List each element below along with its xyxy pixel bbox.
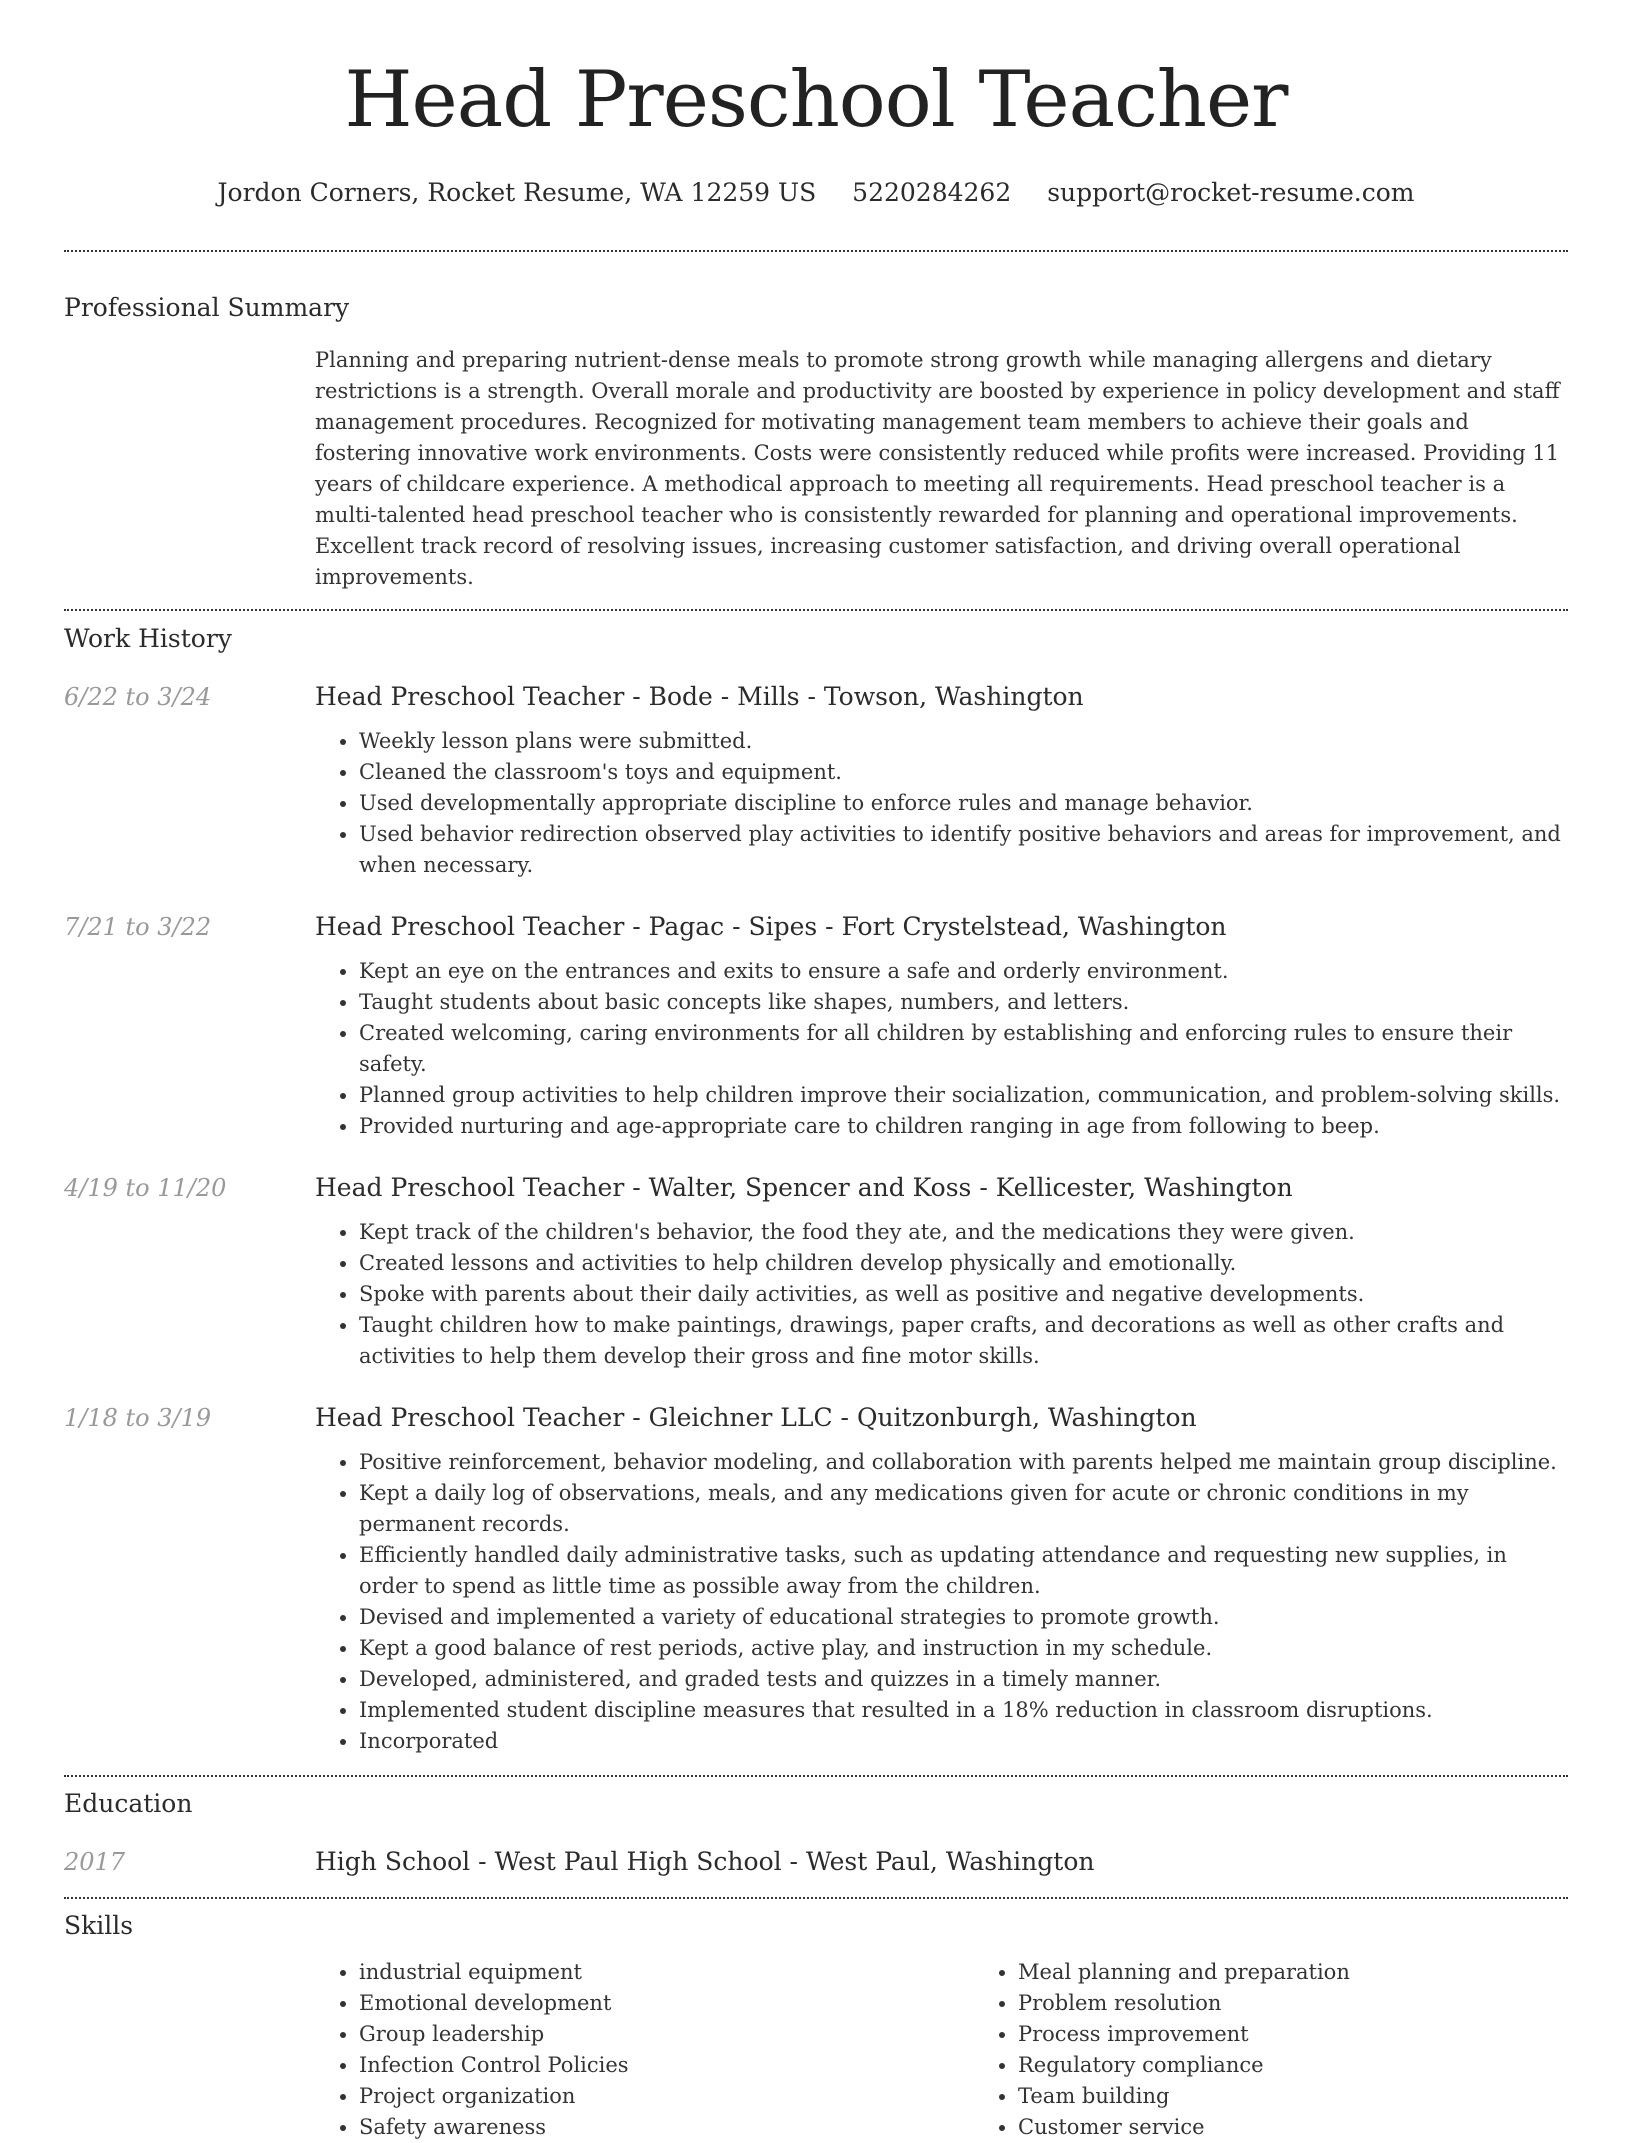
job-bullet: • Positive reinforcement, behavior modeling, and collaboration with parents helped me maintain group discipline. xyxy=(359,1447,1568,1478)
contact-line xyxy=(64,176,1568,210)
job-entry xyxy=(64,1401,1568,1757)
skills-heading: Skills xyxy=(64,1911,134,1940)
job-bullet: • Taught children how to make paintings, drawings, paper crafts, and decorations as well as other crafts and activities to help them develop their gross and fine motor skills. xyxy=(359,1310,1568,1372)
skill-item: • Meal planning and preparation xyxy=(1018,1957,1568,1988)
job-bullet: • Used behavior redirection observed play activities to identify positive behaviors and areas for improvement, and when necessary. xyxy=(359,819,1568,881)
education-entry xyxy=(64,1845,1568,1879)
work-history-section xyxy=(64,611,1568,1757)
contact-address: Jordon Corners, Rocket Resume, WA 12259 US xyxy=(217,178,817,207)
job-heading: Head Preschool Teacher - Bode - Mills - Towson, Washington xyxy=(315,682,1084,711)
job-bullet: • Used developmentally appropriate discipline to enforce rules and manage behavior. xyxy=(359,788,1568,819)
skill-item: • Group leadership xyxy=(359,2019,974,2050)
education-year: 2017 xyxy=(64,1848,126,1876)
skill-item: • Process improvement xyxy=(1018,2019,1568,2050)
skill-item: • Problem resolution xyxy=(1018,1988,1568,2019)
job-dates: 7/21 to 3/22 xyxy=(64,913,212,941)
job-bullet: • Kept an eye on the entrances and exits to ensure a safe and orderly environment. xyxy=(359,956,1568,987)
resume-title: Head Preschool Teacher xyxy=(344,55,1288,145)
education-heading: Education xyxy=(64,1789,193,1818)
job-bullets xyxy=(315,956,1568,1142)
job-bullet: • Created welcoming, caring environments for all children by establishing and enforcing rules to ensure their safety. xyxy=(359,1018,1568,1080)
skill-item: • Infection Control Policies xyxy=(359,2050,974,2081)
education-detail: High School - West Paul High School - West Paul, Washington xyxy=(315,1847,1095,1876)
summary-heading: Professional Summary xyxy=(64,293,350,322)
work-history-heading: Work History xyxy=(64,624,232,653)
job-bullet: • Planned group activities to help children improve their socialization, communication, and problem-solving skills. xyxy=(359,1080,1568,1111)
skills-list-right xyxy=(974,1957,1568,2143)
job-bullet: • Taught students about basic concepts like shapes, numbers, and letters. xyxy=(359,987,1568,1018)
contact-email: support@rocket-resume.com xyxy=(1047,178,1415,207)
job-bullet: • Created lessons and activities to help children develop physically and emotionally. xyxy=(359,1248,1568,1279)
summary-text: Planning and preparing nutrient-dense meals to promote strong growth while managing allergens and dietary restrictions is a strength. Overall morale and productivity are boosted by experience in policy development and staff management procedures. Recognized for motivating management team members to achieve their goals and fostering innovative work environments. Costs were consistently reduced while profits were increased. Providing 11 years of childcare experience. A methodical approach to meeting all requirements. Head preschool teacher is a multi-talented head preschool teacher who is consistently rewarded for planning and operational improvements. Excellent track record of resolving issues, increasing customer satisfaction, and driving overall operational improvements. xyxy=(315,348,1560,589)
job-bullets xyxy=(315,726,1568,881)
job-bullet: • Cleaned the classroom's toys and equipment. xyxy=(359,757,1568,788)
summary-section xyxy=(64,252,1568,593)
job-bullets xyxy=(315,1447,1568,1757)
job-heading: Head Preschool Teacher - Pagac - Sipes - Fort Crystelstead, Washington xyxy=(315,912,1227,941)
job-bullets xyxy=(315,1217,1568,1372)
job-bullet: • Spoke with parents about their daily activities, as well as positive and negative developments. xyxy=(359,1279,1568,1310)
job-entry xyxy=(64,910,1568,1142)
contact-phone: 5220284262 xyxy=(852,178,1012,207)
job-heading: Head Preschool Teacher - Walter, Spencer and Koss - Kellicester, Washington xyxy=(315,1173,1293,1202)
job-bullet: • Developed, administered, and graded tests and quizzes in a timely manner. xyxy=(359,1664,1568,1695)
job-dates: 1/18 to 3/19 xyxy=(64,1404,212,1432)
job-bullet: • Incorporated xyxy=(359,1726,1568,1757)
skill-item: • Regulatory compliance xyxy=(1018,2050,1568,2081)
job-bullet: • Kept a daily log of observations, meals, and any medications given for acute or chronic conditions in my permanent records. xyxy=(359,1478,1568,1540)
skill-item: • Project organization xyxy=(359,2081,974,2112)
education-section xyxy=(64,1777,1568,1879)
job-dates: 4/19 to 11/20 xyxy=(64,1174,227,1202)
job-bullet: • Devised and implemented a variety of educational strategies to promote growth. xyxy=(359,1602,1568,1633)
job-bullet: • Provided nurturing and age-appropriate care to children ranging in age from following to beep. xyxy=(359,1111,1568,1142)
skills-section xyxy=(64,1899,1568,2143)
job-bullet: • Kept a good balance of rest periods, active play, and instruction in my schedule. xyxy=(359,1633,1568,1664)
job-bullet: • Efficiently handled daily administrative tasks, such as updating attendance and requesting new supplies, in order to spend as little time as possible away from the children. xyxy=(359,1540,1568,1602)
skill-item: • Customer service xyxy=(1018,2112,1568,2143)
job-bullet: • Weekly lesson plans were submitted. xyxy=(359,726,1568,757)
skills-list-left xyxy=(315,1957,974,2143)
job-entry xyxy=(64,1171,1568,1372)
skill-item: • Team building xyxy=(1018,2081,1568,2112)
job-dates: 6/22 to 3/24 xyxy=(64,683,212,711)
job-entry xyxy=(64,680,1568,881)
skill-item: • industrial equipment xyxy=(359,1957,974,1988)
skill-item: • Emotional development xyxy=(359,1988,974,2019)
job-heading: Head Preschool Teacher - Gleichner LLC - Quitzonburgh, Washington xyxy=(315,1403,1197,1432)
job-bullet: • Kept track of the children's behavior, the food they ate, and the medications they were given. xyxy=(359,1217,1568,1248)
skill-item: • Safety awareness xyxy=(359,2112,974,2143)
job-bullet: • Implemented student discipline measures that resulted in a 18% reduction in classroom disruptions. xyxy=(359,1695,1568,1726)
